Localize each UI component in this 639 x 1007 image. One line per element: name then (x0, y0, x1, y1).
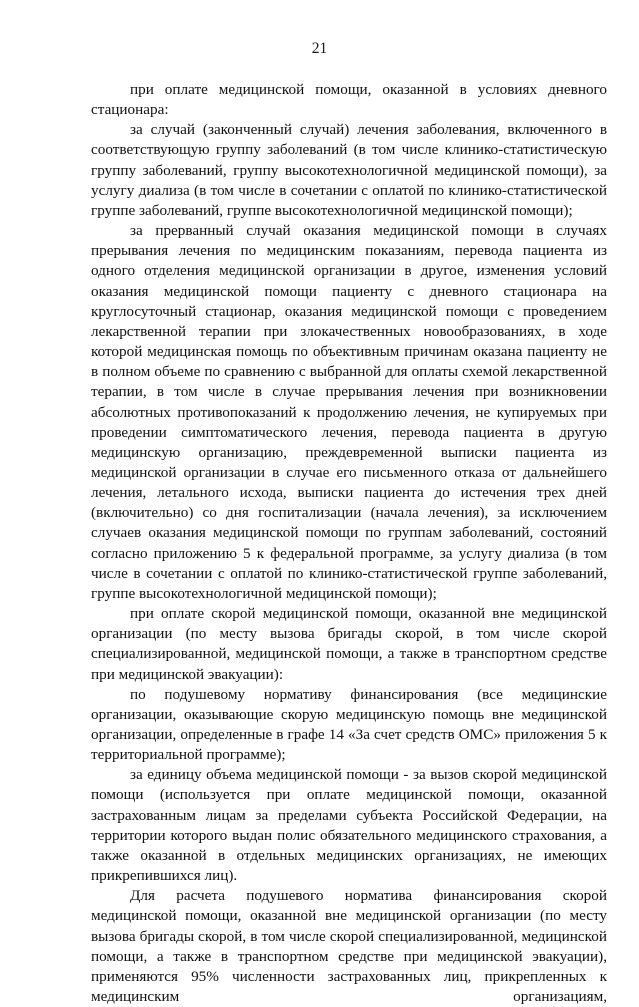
paragraph: за прерванный случай оказания медицинской помощи в случаях прерывания лечения по медицинским показаниям, перевода пациента из одного отделения медицинской организации в другое, изменения условий оказания медицинской помощи пациенту с дневного стационара на круглосуточный стационар, оказания медицинской помощи с проведением лекарственной терапии при злокачественных новообразованиях, в ходе которой медицинская помощь по объективным причинам оказана пациенту не в полном объеме по сравнению с выбранной для оплаты схемой лекарственной терапии, в том числе в случае прерывания лечения при возникновении абсолютных противопоказаний к продолжению лечения, не купируемых при проведении симптоматического лечения, перевода пациента в другую медицинскую организацию, преждевременной выписки пациента из медицинской организации в случае его письменного отказа от дальнейшего лечения, летального исхода, выписки пациента до истечения трех дней (включительно) со дня госпитализации (начала лечения), за исключением случаев оказания медицинской помощи по группам заболеваний, состояний согласно приложению 5 к федеральной программе, за услугу диализа (в том числе в сочетании с оплатой по клинико-статистической группе заболеваний, группе высокотехнологичной медицинской помощи); (91, 222, 607, 602)
paragraph: при оплате скорой медицинской помощи, оказанной вне медицинской организации (по месту вызова бригады скорой, в том числе скорой специализированной, медицинской помощи, а также в транспортном средстве при медицинской эвакуации): (91, 605, 607, 683)
paragraph: при оплате медицинской помощи, оказанной в условиях дневного стационара: (91, 81, 607, 119)
page-number: 21 (311, 40, 328, 57)
paragraph: по подушевому нормативу финансирования (все медицинские организации, оказывающие скорую медицинскую помощь вне медицинской организации, определенные в графе 14 «За счет средств ОМС» приложения 5 к территориальной программе); (91, 685, 607, 764)
document-body (91, 80, 607, 1007)
paragraph: за случай (законченный случай) лечения заболевания, включенного в соответствующую группу заболеваний (в том числе клинико-статистическую группу заболеваний, группу высокотехнологичной медицинской помощи), за услугу диализа (в том числе в сочетании с оплатой по клинико-статистической группе заболеваний, группе высокотехнологичной медицинской помощи); (91, 121, 607, 219)
paragraph: за единицу объема медицинской помощи - за вызов скорой медицинской помощи (используется при оплате медицинской помощи, оказанной застрахованным лицам за пределами субъекта Российской Федерации, на территории которого выдан полис обязательного медицинского страхования, а также оказанной в отдельных медицинских организациях, не имеющих прикрепившихся лиц). (91, 766, 607, 885)
paragraph: Для расчета подушевого норматива финансирования скорой медицинской помощи, оказанной вне медицинской организации (по месту вызова бригады скорой, в том числе скорой специализированной, медицинской помощи, а также в транспортном средстве при медицинской эвакуации), применяются 95% численности застрахованных лиц, прикрепленных к медицинским организациям, (91, 887, 607, 1006)
